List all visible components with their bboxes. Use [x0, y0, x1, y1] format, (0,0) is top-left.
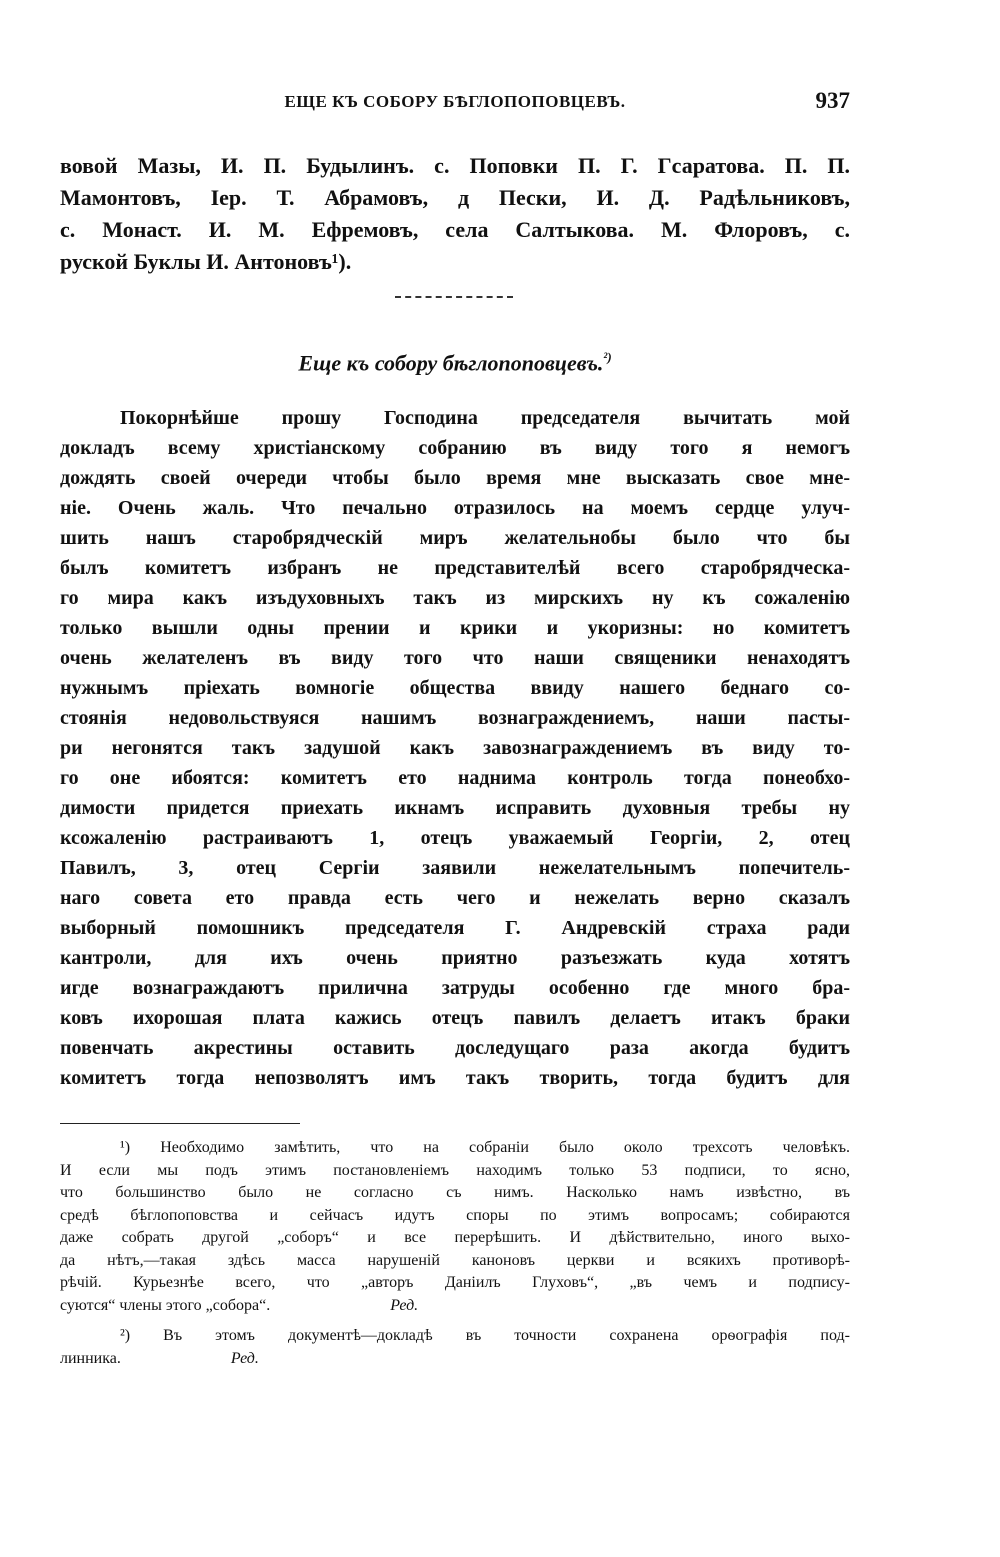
footnote-last-text: линника. [60, 1349, 121, 1367]
body-line: ніе. Очень жаль. Что печально отразилось на моемъ сердце улуч- [60, 497, 850, 519]
footnote-line: ¹) Необходимо замѣтить, что на собраніи было около трехсотъ человѣкъ. [120, 1139, 850, 1156]
footnote-line: рѣчій. Курьезнѣе всего, что „авторъ Даніилъ Глуховъ“, „въ чемъ и подпису- [60, 1274, 850, 1291]
body-line: Павилъ, 3, отец Сергіи заявили нежелательнымъ попечитель- [60, 857, 850, 879]
section-divider [395, 296, 513, 302]
footnote-last-text: суются“ члены этого „собора“. [60, 1296, 271, 1314]
footnote-line [60, 1295, 850, 1318]
body-line: димости придется приехать икнамъ исправить духовныя требы ну [60, 797, 850, 819]
body-line: дождять своей очереди чтобы было время мне высказать свое мне- [60, 467, 850, 489]
section-footnote-marker: ²) [603, 350, 612, 365]
body-line: комитетъ тогда непозволятъ имъ такъ творить, тогда будитъ для [60, 1067, 850, 1089]
section-title-text: Еще къ собору бѣглопоповцевъ. [298, 350, 604, 376]
footnote-line: средѣ бѣглопоповства и сейчасъ идутъ споры по этимъ вопросамъ; собираются [60, 1206, 850, 1224]
body-line: повенчать акрестины оставить доследущаго раза акогда будитъ [60, 1037, 850, 1059]
body-line: нужнымъ пріехать вомногіе общества ввиду нашего беднаго со- [60, 677, 850, 699]
body-line: очень желателенъ въ виду того что наши священики ненаходятъ [60, 647, 850, 669]
body-line: былъ комитетъ избранъ не представителѣй всего старобрядческа- [60, 557, 850, 579]
body-line: Покорнѣйше прошу Господина председателя вычитать мой [120, 407, 850, 429]
footnote-line: да нѣтъ,—такая здѣсь масса нарушеній каноновъ церкви и всякихъ противорѣ- [60, 1251, 850, 1269]
body-line: наго совета ето правда есть чего и нежелать верно сказалъ [60, 887, 850, 909]
intro-paragraph [60, 150, 850, 278]
intro-line: с. Монаст. И. М. Ефремовъ, села Салтыкова. М. Флоровъ, с. [60, 217, 850, 242]
body-line: докладъ всему христіанскому собранию въ виду того я немогъ [60, 437, 850, 459]
body-line: игде вознаграждаютъ прилична затруды особенно где много бра- [60, 977, 850, 999]
body-line: кантроли, для ихъ очень приятно разъезжать куда хотятъ [60, 947, 850, 969]
body-line: го оне ибоятся: комитетъ ето наднима контроль тогда понеобхо- [60, 767, 850, 789]
intro-line: Мамонтовъ, Іер. Т. Абрамовъ, д Пески, И. Д. Радѣльниковъ, [60, 185, 850, 210]
body-line: ри негонятся такъ задушой какъ завознаграждениемъ въ виду то- [60, 737, 850, 759]
footnote-1 [60, 1137, 850, 1317]
body-line: шить нашъ старобрядческій миръ желательнобы было что бы [60, 527, 850, 549]
intro-line: руской Буклы И. Антоновъ¹). [60, 249, 352, 274]
section-title [60, 350, 850, 376]
main-paragraph [60, 403, 850, 1093]
footnote-2 [60, 1325, 850, 1370]
page-number: 937 [815, 88, 850, 113]
footnote-line: ²) Въ этомъ документѣ—докладѣ въ точности сохранена орѳографія под- [120, 1327, 850, 1344]
body-line: го мира какъ изъдуховныхъ такъ из мирскихъ ну къ сожаленію [60, 587, 850, 609]
footnote-line [60, 1348, 850, 1371]
body-line: стоянія недовольствуяся нашимъ вознаграждениемъ, наши пасты- [60, 707, 850, 729]
footnote-rule [60, 1123, 300, 1124]
footnote-line: И если мы подъ этимъ постановленіемъ находимъ только 53 подписи, то ясно, [60, 1161, 850, 1179]
intro-line: вовой Мазы, И. П. Будылинъ. с. Поповки П. Г. Гсаратова. П. П. [60, 153, 850, 178]
body-line: ковъ ихорошая плата кажись отецъ павилъ делаетъ итакъ браки [60, 1007, 850, 1029]
page-header [60, 88, 850, 118]
body-line: только вышли одны прении и крики и укоризны: но комитетъ [60, 617, 850, 639]
footnotes [60, 1137, 850, 1370]
footnote-line: даже собрать другой „соборъ“ и все перерѣшить. И дѣйствительно, иного выхо- [60, 1229, 850, 1246]
running-title: ЕЩЕ КЪ СОБОРУ БѢГЛОПОПОВЦЕВЪ. [284, 92, 626, 111]
footnote-line: что большинство было не согласно съ нимъ. Насколько намъ извѣстно, въ [60, 1184, 850, 1201]
body-line: выборный помошникъ председателя Г. Андревскій страха ради [60, 917, 850, 939]
editor-signature: Ред. [230, 1349, 259, 1367]
body-line: ксожаленію растраиваютъ 1, отецъ уважаемый Георгіи, 2, отец [60, 827, 850, 849]
editor-signature: Ред. [390, 1296, 419, 1314]
